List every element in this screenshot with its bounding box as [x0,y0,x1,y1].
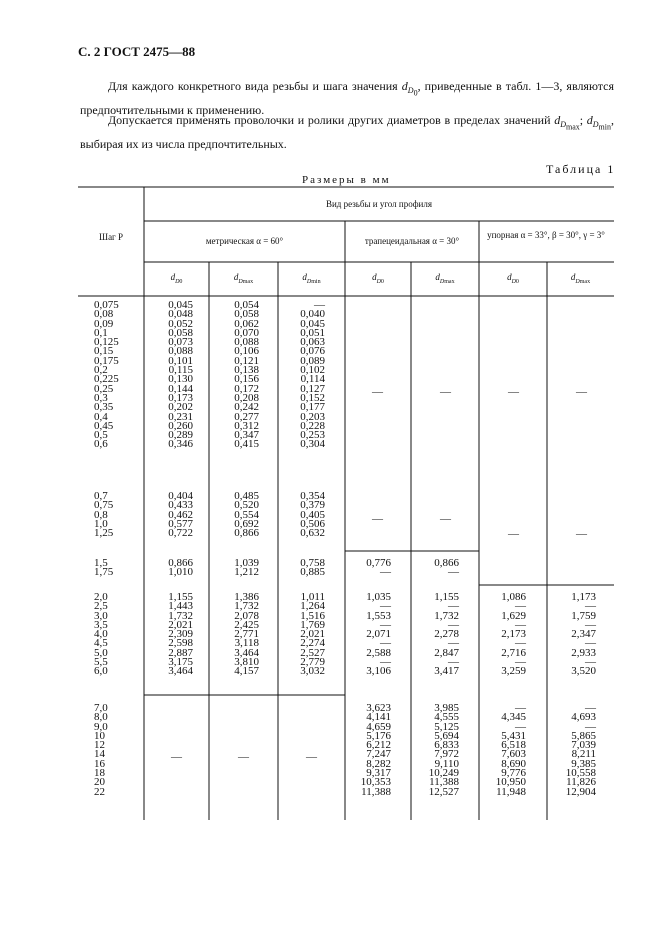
metric-dmax-g0: 0,054 0,058 0,062 0,070 0,088 0,106 0,121 0,138 0,156 0,172 0,208 0,242 0,277 0,312 0,347 0,415 [234,299,259,451]
trap-dmax-g3: 1,155 — 1,732 — 2,278 — 2,847 — 3,417 [434,591,459,678]
thrust-header: упорная α = 33°, β = 30°, γ = 3° [487,230,605,240]
sub-trap-d0: $d_{D0}$ [372,272,384,285]
dash-trap-dmax-a: — [440,386,451,398]
trap-d0-g4: 3,623 4,141 4,659 5,176 6,212 7,247 8,282 9,317 10,353 11,388 [360,702,391,798]
step-col-g4: 7,0 8,0 9,0 10 12 14 16 18 20 22 [94,702,108,798]
trap-d0-g2: 0,776 — [366,557,391,579]
sizes-label: Размеры в мм [302,174,391,186]
metric-d0-g0: 0,045 0,048 0,052 0,058 0,073 0,088 0,101 0,115 0,130 0,144 0,173 0,202 0,231 0,260 0,289 0,346 [168,299,193,451]
sub-trap-dmax: $d_{Dmax}$ [435,272,455,285]
sub-thrust-dmax: $d_{Dmax}$ [570,272,591,285]
metric-d0-g3: 1,155 1,443 1,732 2,021 2,309 2,598 2,887 3,175 3,464 [168,591,193,678]
page-header: С. 2 ГОСТ 2475—88 [78,44,196,59]
trap-d0-g3: 1,035 — 1,553 — 2,071 — 2,588 — 3,106 [366,591,391,678]
dash-metric-dmin-c: — [306,751,317,763]
dash-trap-d0-a: — [372,386,383,398]
dash-trap-d0-b: — [372,513,383,525]
metric-dmin-g1: 0,354 0,379 0,405 0,506 0,632 [300,490,325,540]
dash-trap-dmax-b: — [440,513,451,525]
metric-dmin-g0: — 0,040 0,045 0,051 0,063 0,076 0,089 0,102 0,114 0,127 0,152 0,177 0,203 0,228 0,253 0,304 [300,299,325,451]
metric-dmax-g3: 1,386 1,732 2,078 2,425 2,771 3,118 3,464 3,810 4,157 [234,591,259,678]
dash-metric-d0-c: — [171,751,182,763]
metric-dmax-g1: 0,485 0,520 0,554 0,692 0,866 [234,490,259,540]
trap-dmax-g2: 0,866 — [434,557,459,579]
group-header: Вид резьбы и угол профиля [325,199,433,209]
metric-dmin-g3: 1,011 1,264 1,516 1,769 2,021 2,274 2,527 2,779 3,032 [300,591,325,678]
step-col-g3: 2,0 2,5 3,0 3,5 4,0 4,5 5,0 5,5 6,0 [94,591,108,678]
metric-dmin-g2: 0,758 0,885 [300,557,325,579]
dash-thrust-dmax-a: — [576,386,587,398]
table-title: Таблица 1 [546,162,616,176]
thrust-d0-g4: — 4,345 — 5,431 6,518 7,603 8,690 9,776 10,950 11,948 [495,702,526,798]
thrust-dmax-g4: — 4,693 — 5,865 7,039 8,211 9,385 10,558 11,826 12,904 [565,702,596,798]
thrust-dmax-g3: 1,173 — 1,759 — 2,347 — 2,933 — 3,520 [571,591,596,678]
thrust-d0-g3: 1,086 — 1,629 — 2,173 — 2,716 — 3,259 [501,591,526,678]
sub-metric-d0: $d_{D0}$ [170,272,183,285]
dash-metric-dmax-c: — [238,751,249,763]
metric-dmax-g2: 1,039 1,212 [234,557,259,579]
dash-thrust-d0-b: — [508,528,519,540]
dash-thrust-dmax-b: — [576,528,587,540]
trap-header: трапецеидальная α = 30° [364,236,460,246]
sub-thrust-d0: $d_{D0}$ [507,272,519,285]
step-col-g1: 0,7 0,75 0,8 1,0 1,25 [94,490,114,540]
col-step-header: Шаг P [98,232,124,242]
trap-dmax-g4: 3,985 4,555 5,125 5,694 6,833 7,972 9,110 10,249 11,388 12,527 [428,702,459,798]
metric-d0-g2: 0,866 1,010 [168,557,193,579]
metric-header: метрическая α = 60° [205,236,284,246]
paragraph-allowed: Допускается применять проволочки и ролики других диаметров в пределах значений $d_{D_{max}}$; $d_{D_{min}}$, выбирая их из числа предпочтительных. [80,113,614,151]
sub-metric-dmax: $d_{Dmax}$ [233,272,254,285]
step-col-g2: 1,5 1,75 [94,557,114,579]
dash-thrust-d0-a: — [508,386,519,398]
metric-d0-g1: 0,404 0,433 0,462 0,577 0,722 [168,490,193,540]
paragraph-preferred: Для каждого конкретного вида резьбы и шага значения $d_{D_0}$, приведенные в табл. 1—3, являются предпочтительными к применению. [80,79,614,117]
sub-metric-dmin: $d_{Dmin}$ [302,272,321,285]
step-col-g0: 0,075 0,08 0,09 0,1 0,125 0,15 0,175 0,2 0,225 0,25 0,3 0,35 0,4 0,45 0,5 0,6 [94,299,119,451]
